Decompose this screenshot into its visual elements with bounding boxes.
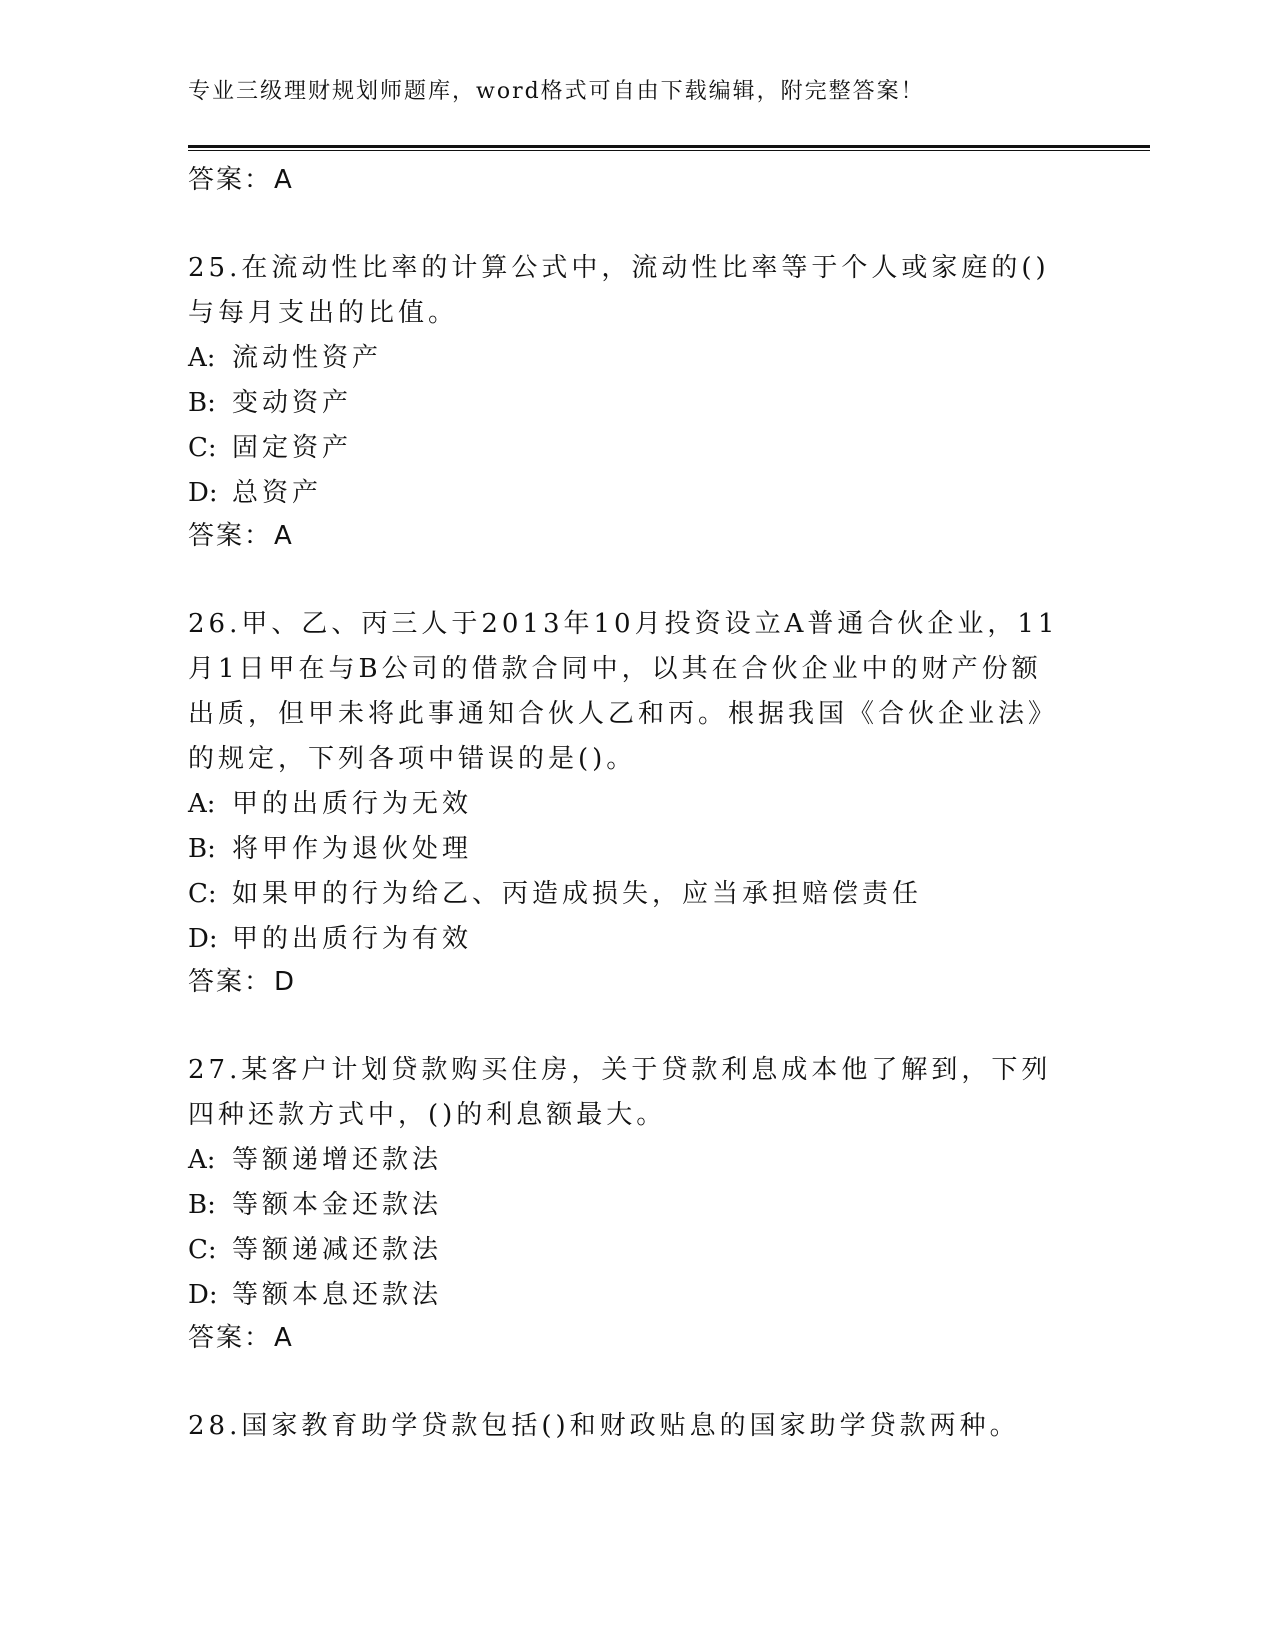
option-d <box>188 1273 1088 1318</box>
option-a <box>188 1138 1088 1183</box>
answer-label: 答案： <box>188 521 273 551</box>
question-25 <box>188 246 1088 556</box>
question-26 <box>188 602 1088 1002</box>
option-letter: A: <box>188 343 216 373</box>
option-b <box>188 381 1088 426</box>
option-letter: B: <box>188 388 216 418</box>
option-letter: B: <box>188 1190 216 1220</box>
question-text: 28.国家教育助学贷款包括()和财政贴息的国家助学贷款两种。 <box>188 1411 1020 1441</box>
option-text: 甲的出质行为有效 <box>232 924 473 954</box>
question-text: 25.在流动性比率的计算公式中，流动性比率等于个人或家庭的()与每月支出的比值。 <box>188 253 1050 328</box>
page-header: 专业三级理财规划师题库，word格式可自由下载编辑，附完整答案！ <box>188 79 925 104</box>
question-text: 27.某客户计划贷款购买住房，关于贷款利息成本他了解到，下列四种还款方式中，()的利息额最大。 <box>188 1055 1052 1130</box>
answer-label: 答案： <box>188 1323 273 1353</box>
option-text: 等额本金还款法 <box>232 1190 443 1220</box>
answer-line <box>188 1318 1088 1358</box>
option-a <box>188 336 1088 381</box>
option-letter: C: <box>188 879 217 909</box>
option-text: 固定资产 <box>232 433 353 463</box>
option-a <box>188 782 1088 827</box>
option-letter: D: <box>188 478 218 508</box>
header-rule-thick <box>188 145 1150 148</box>
option-c <box>188 426 1088 471</box>
option-letter: C: <box>188 433 217 463</box>
question-text: 26.甲、乙、丙三人于2013年10月投资设立A普通合伙企业，11月1日甲在与B公司的借款合同中，以其在合伙企业中的财产份额出质，但甲未将此事通知合伙人乙和丙。根据我国《合伙企业法》的规定，下列各项中错误的是()。 <box>188 609 1059 774</box>
option-letter: A: <box>188 1145 216 1175</box>
option-text: 流动性资产 <box>232 343 383 373</box>
option-letter: D: <box>188 924 218 954</box>
question-28 <box>188 1404 1088 1449</box>
option-d <box>188 917 1088 962</box>
option-letter: D: <box>188 1280 218 1310</box>
answer-value: D <box>274 967 297 997</box>
answer-line <box>188 516 1088 556</box>
answer-value: A <box>274 165 294 195</box>
option-letter: A: <box>188 789 216 819</box>
answer-label: 答案： <box>188 967 273 997</box>
option-text: 将甲作为退伙处理 <box>232 834 473 864</box>
option-text: 变动资产 <box>232 388 353 418</box>
answer-value: A <box>274 1323 294 1353</box>
header-rule-thin <box>188 150 1150 151</box>
option-text: 总资产 <box>232 478 323 508</box>
option-d <box>188 471 1088 516</box>
question-list <box>188 160 1088 1449</box>
question-27 <box>188 1048 1088 1358</box>
option-letter: B: <box>188 834 216 864</box>
option-text: 等额递减还款法 <box>232 1235 443 1265</box>
option-text: 等额递增还款法 <box>232 1145 443 1175</box>
option-c <box>188 1228 1088 1273</box>
option-text: 如果甲的行为给乙、丙造成损失，应当承担赔偿责任 <box>232 879 923 909</box>
answer-line <box>188 160 1088 200</box>
option-c <box>188 872 1088 917</box>
answer-line <box>188 962 1088 1002</box>
option-text: 等额本息还款法 <box>232 1280 443 1310</box>
answer-value: A <box>274 521 294 551</box>
option-text: 甲的出质行为无效 <box>232 789 473 819</box>
option-letter: C: <box>188 1235 217 1265</box>
option-b <box>188 1183 1088 1228</box>
option-b <box>188 827 1088 872</box>
answer-label: 答案： <box>188 165 273 195</box>
